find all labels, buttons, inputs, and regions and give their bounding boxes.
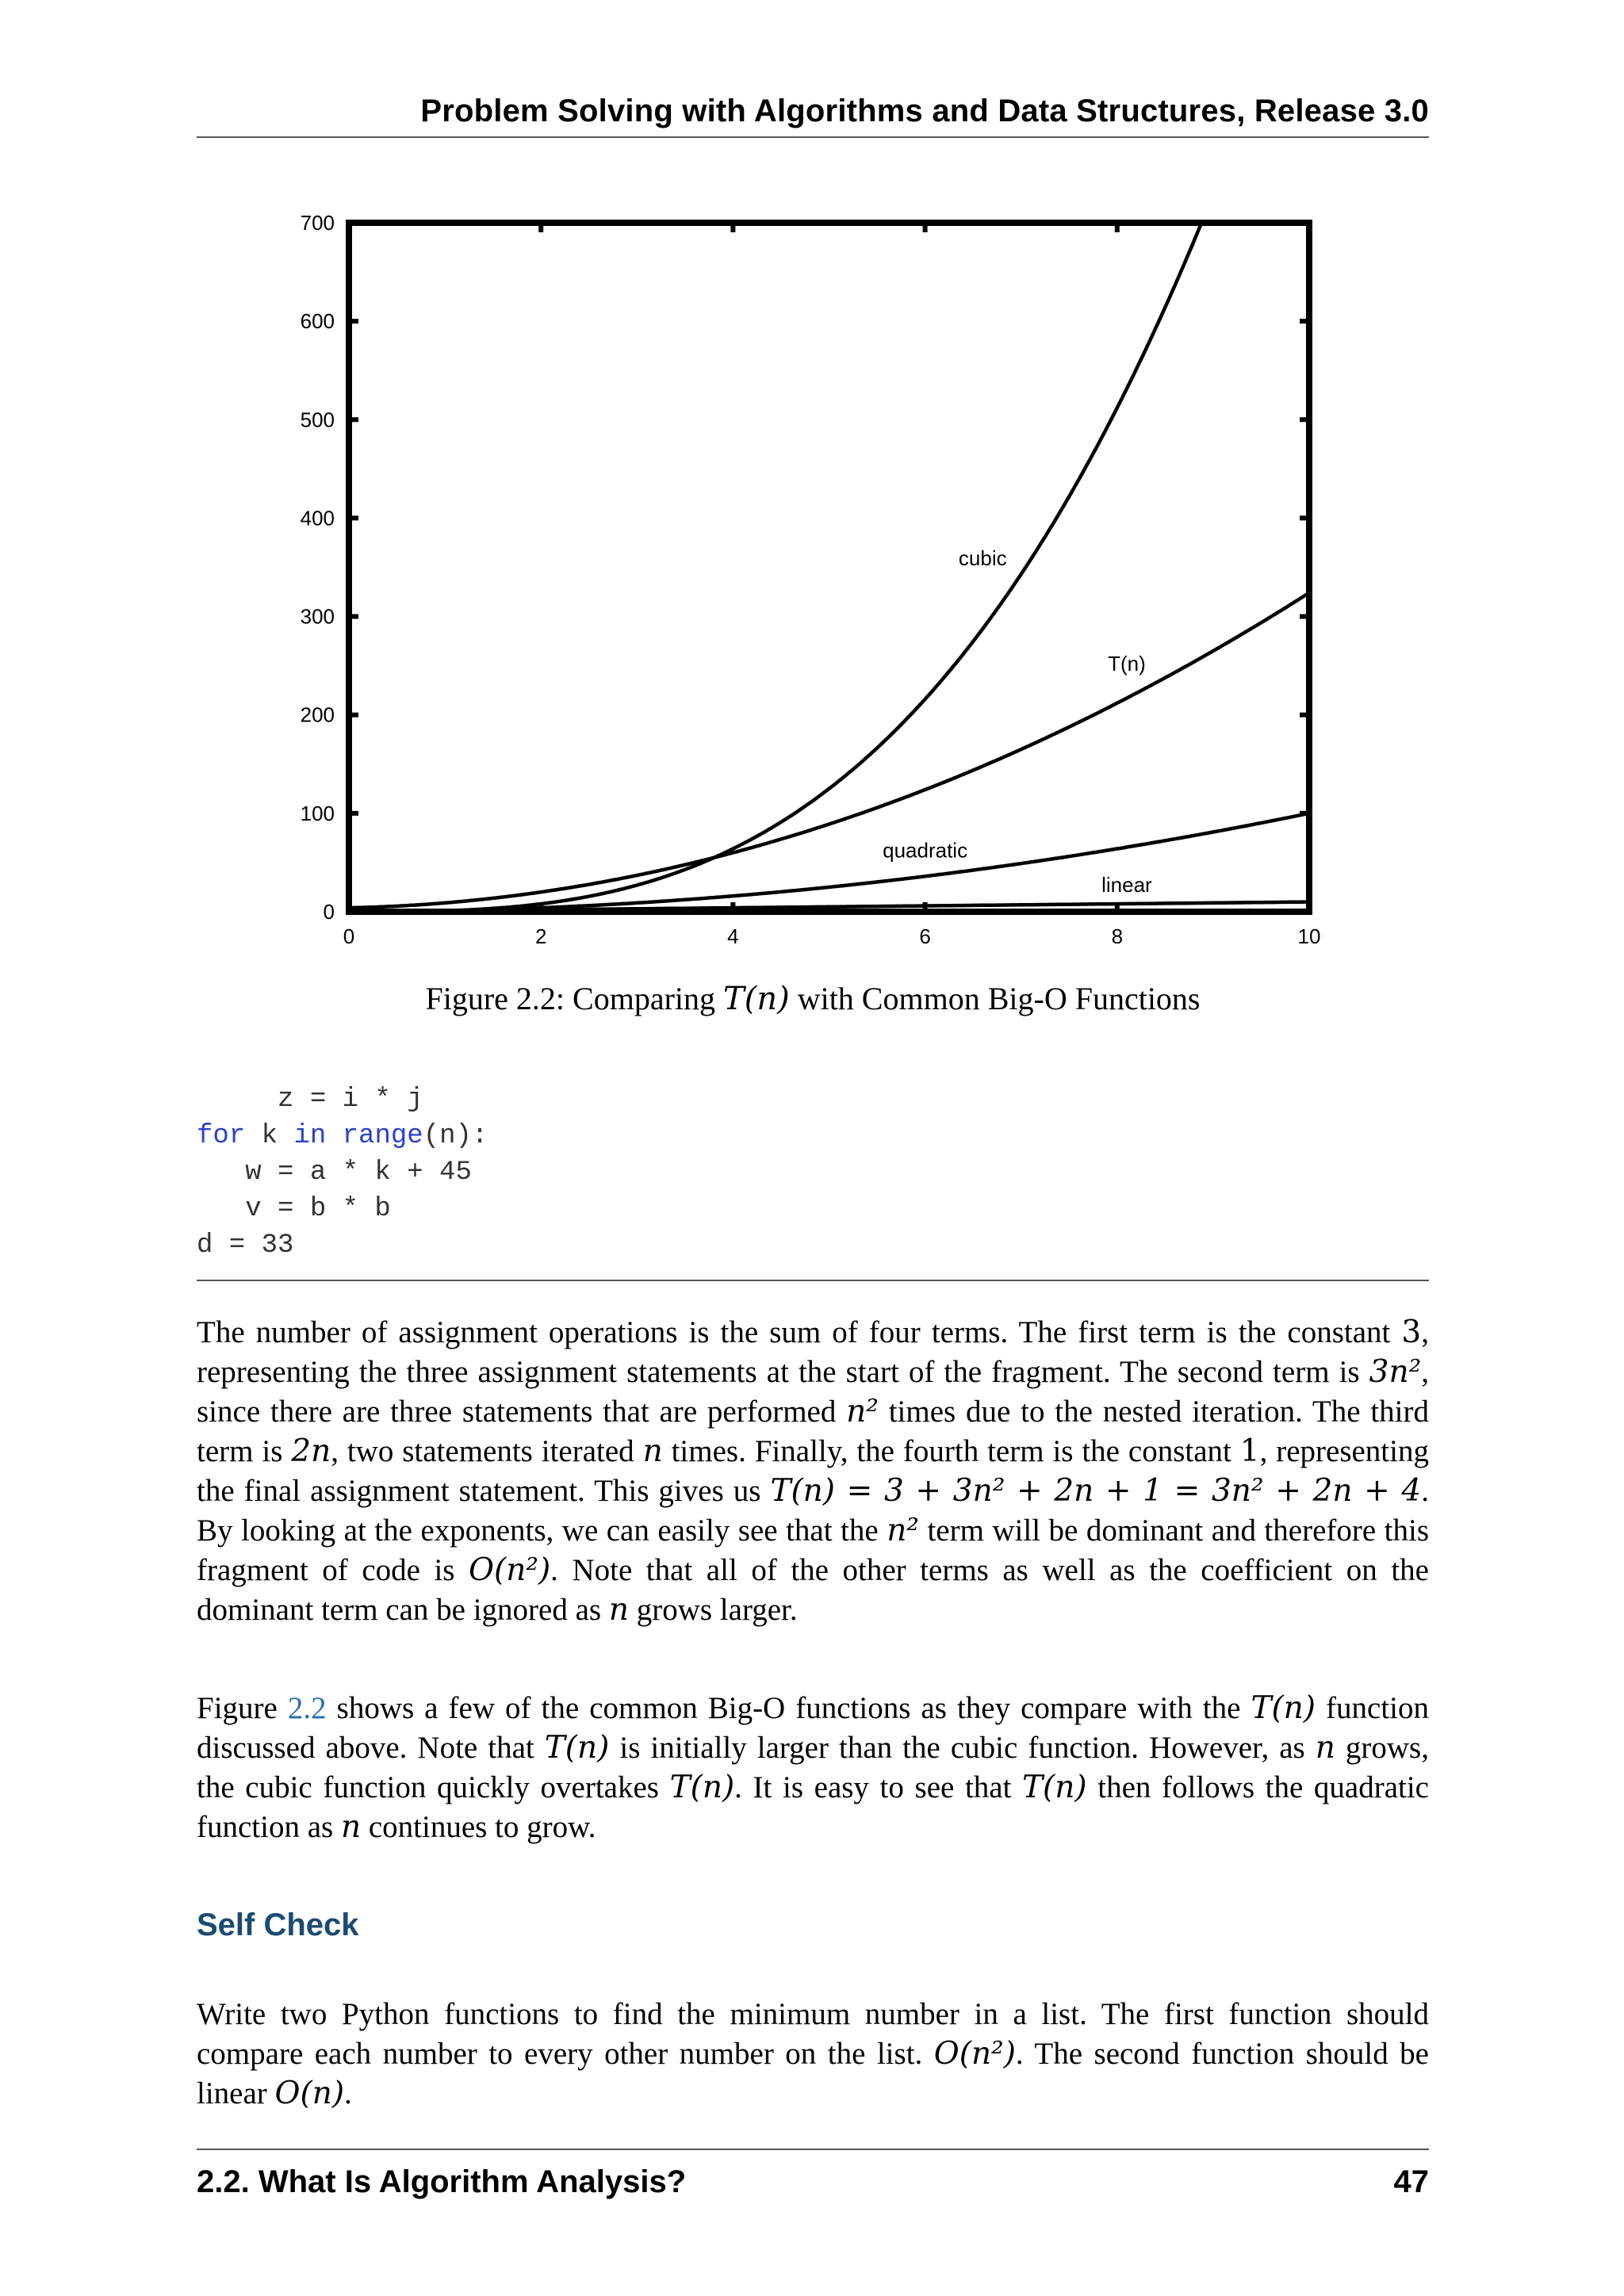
book-title: Problem Solving with Algorithms and Data Structures, Release 3.0 bbox=[420, 94, 1429, 128]
paragraph-assignment-count: The number of assignment operations is the sum of four terms. The first term is the constant 3, representing the three assignment statements at the start of the fragment. The second term is 3n², since there are three statements that are performed n² times due to the nested iteration. The third term is 2n, two statements iterated n times. Finally, the fourth term is the constant 1, representing the final assignment statement. This gives us T(n) = 3 + 3n² + 2n + 1 = 3n² + 2n + 4. By looking at the exponents, we can easily see that the n² term will be dominant and therefore this fragment of code is O(n²). Note that all of the other terms as well as the coefficient on the dominant term can be ignored as n grows larger. bbox=[197, 1314, 1430, 1628]
paragraph-figure-discussion: Figure 2.2 shows a few of the common Big-O functions as they compare with the T(n) function discussed above. Note that T(n) is initially larger than the cubic function. However, as n grows, the cubic function quickly overtakes T(n). It is easy to see that T(n) then follows the quadratic function as n continues to grow. bbox=[197, 1690, 1429, 1845]
series-label-linear: linear bbox=[1101, 873, 1152, 897]
series-label-tn: T(n) bbox=[1108, 651, 1146, 675]
y-tick-label: 300 bbox=[300, 604, 335, 629]
code-var: k bbox=[245, 1121, 294, 1151]
code-call: (n): bbox=[423, 1121, 488, 1151]
paragraph-self-check: Write two Python functions to find the minimum number in a list. The first function should compare each number to every other number on the list. O(n²). The second function should be linear O(n). bbox=[197, 1997, 1429, 2111]
plot-frame bbox=[349, 223, 1309, 912]
code-space bbox=[326, 1121, 342, 1151]
keyword-for: for bbox=[197, 1121, 246, 1151]
x-tick-label: 2 bbox=[534, 924, 547, 948]
series-tn-line bbox=[349, 593, 1309, 908]
series-label-cubic: cubic bbox=[958, 546, 1007, 571]
y-tick-label: 0 bbox=[323, 900, 335, 924]
series-label-quadratic: quadratic bbox=[883, 838, 968, 863]
big-o-figure bbox=[262, 198, 1356, 959]
running-footer bbox=[197, 2149, 1429, 2214]
caption-suffix: with Common Big-O Functions bbox=[789, 981, 1201, 1016]
code-block bbox=[197, 1081, 1429, 1281]
keyword-in: in bbox=[293, 1121, 327, 1151]
footer-section: 2.2. What Is Algorithm Analysis? bbox=[197, 2164, 687, 2199]
figure-caption bbox=[197, 980, 1429, 1017]
y-tick-label: 200 bbox=[300, 702, 335, 727]
x-tick-label: 8 bbox=[1111, 924, 1124, 948]
running-header bbox=[197, 89, 1429, 138]
x-tick-label: 10 bbox=[1297, 924, 1321, 948]
section-title-self-check: Self Check bbox=[197, 1908, 359, 1942]
y-tick-label: 100 bbox=[300, 801, 335, 825]
code-line-2 bbox=[197, 1121, 488, 1151]
series-cubic-line bbox=[349, 198, 1309, 912]
x-tick-label: 4 bbox=[727, 924, 739, 948]
caption-math: T(n) bbox=[723, 981, 790, 1017]
y-tick-label: 400 bbox=[300, 506, 335, 530]
y-tick-label: 600 bbox=[300, 309, 335, 334]
page-number: 47 bbox=[1393, 2164, 1429, 2199]
big-o-chart bbox=[262, 198, 1356, 959]
y-tick-label: 500 bbox=[300, 408, 335, 432]
code-line-5: d = 33 bbox=[197, 1230, 294, 1261]
caption-prefix: Figure 2.2: Comparing bbox=[425, 981, 724, 1016]
x-tick-label: 6 bbox=[919, 924, 931, 948]
x-tick-label: 0 bbox=[343, 924, 355, 948]
figure-link[interactable]: 2.2 bbox=[287, 1691, 327, 1725]
code-line-4: v = b * b bbox=[197, 1194, 391, 1224]
y-tick-label: 700 bbox=[300, 211, 335, 235]
code-line-1: z = i * j bbox=[197, 1085, 423, 1115]
code-line-3: w = a * k + 45 bbox=[197, 1158, 472, 1188]
keyword-range: range bbox=[342, 1121, 423, 1151]
